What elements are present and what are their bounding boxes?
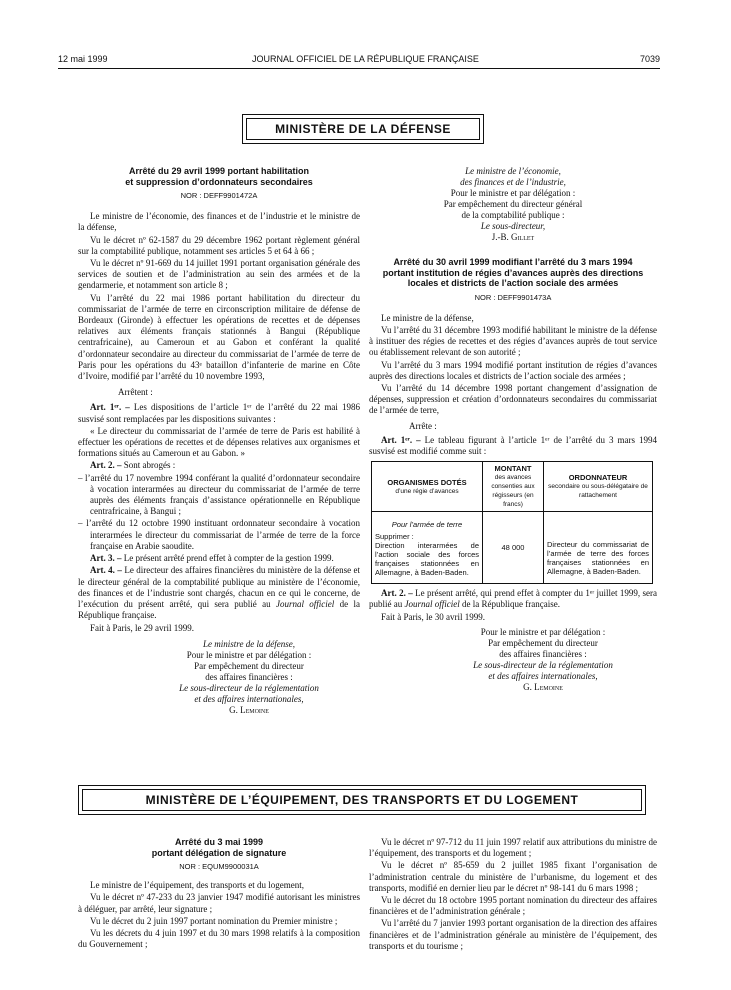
arrete-3-column-left [78, 837, 360, 951]
art-1-label: Art. 1ᵉʳ. – [381, 434, 421, 445]
art-1-text: Les dispositions de l’article 1ᵉʳ de l’arrêté du 22 mai 1986 susvisé sont remplacées par les dispositions suivantes : [78, 402, 360, 424]
sig1-name: G. Lemoine [229, 704, 269, 715]
arrete-3-vu-4: Vu le décret nº 97-712 du 11 juin 1997 relatif aux attributions du ministre de l’équipement, des transports et du logement ; [369, 837, 657, 859]
ministry-heading-label: MINISTÈRE DE LA DÉFENSE [246, 118, 480, 140]
arrete-1-nor: NOR : DEFF9901472A [180, 191, 258, 200]
arrete-2-column [369, 166, 657, 693]
art-2-label: Art. 2. – [381, 588, 413, 599]
arrete-2-nor: NOR : DEFF9901473A [474, 292, 552, 302]
arrete-2-arrete: Arrête : [409, 420, 437, 431]
cell-ordonnateur: Directeur du commissariat de l’armée de terre des forces françaises stationnées en Allemagne, à Baden-Baden. [544, 512, 653, 584]
art-2-text-end: de la République française. [459, 599, 560, 610]
sig3-line-3: des affaires financières : [499, 648, 587, 659]
sig1-line-3: Par empêchement du directeur [194, 660, 304, 671]
table-header-row [372, 462, 653, 512]
col-header-ordonnateur-sub: secondaire ou sous-délégataire de rattachement [548, 483, 648, 500]
art-4-journal: Journal officiel [275, 598, 335, 609]
arrete-2-vu-1: Vu l’arrêté du 31 décembre 1993 modifié habilitant le ministre de la défense à instituer des régies de recettes et des régies d’avances auprès de tout service ou établissement relevant de son autorité ; [369, 324, 657, 358]
arrete-1-preamble: Le ministre de l’économie, des finances et de l’industrie et le ministre de la défense, [78, 211, 360, 233]
header-rule [58, 68, 660, 69]
arrete-1-signature-block [138, 639, 360, 716]
arrete-2-vu-3: Vu l’arrêté du 14 décembre 1998 portant changement d’assignation de dépenses, suppression et création d’ordonnateurs secondaires du commissariat de l’armée de terre, [369, 382, 657, 416]
sig2-line-3: Pour le ministre et par délégation : [450, 188, 576, 198]
art-2-journal: Journal officiel [404, 599, 460, 610]
arrete-1-art-2-item-1: – l’arrêté du 17 novembre 1994 conférant la qualité d’ordonnateur secondaire à vocation interarmées au directeur du commissariat de l’armée de terre auprès des éléments français d’assistance opérationnelle en République centrafricaine, à Bangui ; [78, 472, 360, 517]
sig1-line-1: Le ministre de la défense, [203, 638, 295, 649]
arrete-1-art-1-quote: « Le directeur du commissariat de l’armée de terre de Paris est habilité à effectuer les opérations de recettes et de dépenses relatives aux organismes et formations situés au Cameroun et au Gabon. » [78, 425, 360, 459]
arrete-3-vu-5: Vu le décret nº 85-659 du 2 juillet 1985 fixant l’organisation de l’administration centrale du ministère de l’urbanisme, du logement et des transports, modifié en dernier lieu par le décret nº 98-141 du 6 mars 1998 ; [369, 860, 657, 893]
sig1-line-4: des affaires financières : [205, 671, 293, 682]
col-header-montant-sub: des avances consenties aux régisseurs (en francs) [491, 474, 535, 509]
art-4-text: Le directeur des affaires financières du ministère de la défense et le directeur général de la comptabilité publique au ministère de l’économie, des finances et de l’industrie sont chargés, chacun en ce qui le concerne, de l’exécution du présent arrêté, qui sera publié au [78, 565, 361, 609]
arrete-1-art-3 [78, 553, 360, 564]
arrete-2-fait: Fait à Paris, le 30 avril 1999. [381, 611, 485, 622]
sig3-line-1: Pour le ministre et par délégation : [480, 626, 606, 637]
arrete-1-arretent: Arrêtent : [118, 387, 153, 398]
cell-organisme-sub: Supprimer : [375, 532, 414, 542]
art-2-text: Sont abrogés : [123, 460, 176, 471]
cell-organisme [372, 512, 483, 584]
arrete-1-vu-2: Vu le décret nº 91-669 du 14 juillet 1991 portant organisation générale des services de soutien et de l’administration au sein des armées et de la gendarmerie, et notamment son article 8 ; [78, 258, 360, 291]
arrete-2-title-line2: portant institution de régies d’avances auprès des directions locales et districts de l’action sociale des armées [382, 267, 644, 288]
arrete-2-title-line1: Arrêté du 30 avril 1999 modifiant l’arrêté du 3 mars 1994 [393, 257, 633, 267]
col-header-organismes [372, 462, 483, 512]
sig1-line-6: et des affaires internationales, [194, 693, 304, 704]
sig3-line-2: Par empêchement du directeur [488, 637, 598, 648]
arrete-3-vu-6: Vu le décret du 18 octobre 1995 portant nomination du directeur des affaires financières et de l’administration générale ; [369, 895, 657, 917]
sig1-line-5: Le sous-directeur de la réglementation [179, 682, 319, 693]
cell-montant: 48 000 [483, 512, 544, 584]
arrete-3-vu-3: Vu les décrets du 4 juin 1997 et du 30 mars 1998 relatifs à la composition du Gouvernement ; [78, 928, 360, 950]
sig2-name: J.-B. Gillet [491, 232, 535, 242]
arrete-1-vu-1: Vu le décret nº 62-1587 du 29 décembre 1962 portant règlement général sur la comptabilité publique, notamment ses articles 5 et 64 à 66 ; [78, 234, 360, 256]
journal-title: JOURNAL OFFICIEL DE LA RÉPUBLIQUE FRANÇAISE [252, 54, 479, 64]
art-3-label: Art. 3. – [90, 553, 122, 564]
cell-organisme-text: Direction interarmées de l’action sociale des forces françaises stationnées en Allemagne, à Baden-Baden. [375, 541, 479, 578]
art-1-text: Le tableau figurant à l’article 1ᵉʳ de l’arrêté du 3 mars 1994 susvisé est modifié comme suit : [369, 434, 657, 456]
arrete-1-title-line1: Arrêté du 29 avril 1999 portant habilitation [128, 166, 310, 176]
arrete-3-vu-2: Vu le décret du 2 juin 1997 portant nomination du Premier ministre ; [90, 915, 338, 926]
sig3-line-5: et des affaires internationales, [488, 670, 598, 681]
arrete-3-column-right [369, 837, 657, 953]
art-1-label: Art. 1ᵉʳ. – [90, 402, 130, 413]
sig2-line-4: Par empêchement du directeur général [443, 199, 583, 209]
regies-table [371, 461, 653, 584]
page-number: 7039 [639, 54, 660, 64]
art-3-text: Le présent arrêté prend effet à compter de la gestion 1999. [123, 553, 334, 564]
col-header-ordonnateur-title: ORDONNATEUR [568, 473, 628, 483]
col-header-montant [483, 462, 544, 512]
cell-organisme-title: Pour l’armée de terre [391, 520, 463, 530]
sig2-line-6: Le sous-directeur, [480, 221, 546, 231]
arrete-1-signature-block-2 [369, 166, 657, 243]
sig3-line-4: Le sous-directeur de la réglementation [473, 659, 613, 670]
arrete-1-title-line2: et suppression d’ordonnateurs secondaires [125, 176, 313, 187]
arrete-2-preamble: Le ministre de la défense, [381, 312, 474, 323]
arrete-2-art-2 [369, 588, 657, 610]
arrete-3-title-line1: Arrêté du 3 mai 1999 [174, 837, 264, 847]
sig2-line-5: de la comptabilité publique : [461, 210, 565, 220]
art-4-label: Art. 4. – [90, 565, 122, 576]
page-date: 12 mai 1999 [58, 54, 108, 64]
table-row [372, 512, 653, 584]
col-header-ordonnateur [544, 462, 653, 512]
arrete-2-signature-block [429, 627, 657, 693]
sig3-name: G. Lemoine [523, 681, 563, 692]
col-header-montant-title: MONTANT [494, 464, 532, 474]
col-header-organismes-title: ORGANISMES DOTÉS [387, 477, 467, 487]
arrete-3-vu-7: Vu l’arrêté du 7 janvier 1993 portant organisation de la direction des affaires financières et de l’administration générale au ministère de l’équipement, des transports et du tourisme ; [369, 918, 657, 951]
arrete-1-column [78, 166, 360, 716]
arrete-1-art-1 [78, 402, 360, 424]
sig2-line-1: Le ministre de l’économie, [465, 166, 561, 176]
ministry-heading-defense [242, 114, 484, 144]
arrete-2-art-1 [369, 435, 657, 457]
arrete-1-art-2-item-2: – l’arrêté du 12 octobre 1990 instituant ordonnateur secondaire à vocation interarmées le directeur du commissariat de l’armée de terre de la force française en Arabie saoudite. [78, 518, 360, 551]
col-header-organismes-sub: d’une régie d’avances [395, 487, 459, 495]
arrete-3-vu-1: Vu le décret nº 47-233 du 23 janvier 1947 modifié autorisant les ministres à déléguer, par arrêté, leur signature ; [78, 892, 360, 914]
arrete-3-title-line2: portant délégation de signature [151, 847, 287, 858]
arrete-3-preamble: Le ministre de l’équipement, des transports et du logement, [90, 880, 304, 891]
ministry-heading-label: MINISTÈRE DE L’ÉQUIPEMENT, DES TRANSPORTS ET DU LOGEMENT [82, 789, 642, 811]
arrete-1-art-4 [78, 565, 360, 621]
sig2-line-2: des finances et de l’industrie, [460, 177, 566, 187]
art-4-text-end: de la République française. [78, 598, 360, 621]
arrete-1-vu-3: Vu l’arrêté du 22 mai 1986 portant habilitation du directeur du commissariat de l’armée de terre en circonscription militaire de défense de Bordeaux (Gironde) à effectuer les opérations de recettes et de dépenses relatives aux éléments français stationnés à Bangui (République centrafricaine), au Cameroun et au Gabon et conférant la qualité d’ordonnateur secondaire au directeur du commissariat de l’armée de terre de Paris pour les opérations du 43ᵉ bataillon d’infanterie de marine en Côte d’Ivoire, modifié par l’arrêté du 10 novembre 1993, [78, 292, 360, 382]
sig1-line-2: Pour le ministre et par délégation : [186, 649, 312, 660]
arrete-3-nor: NOR : EQUM9900031A [179, 862, 259, 871]
art-2-text: Le présent arrêté, qui prend effet à compter du 1ᵉʳ juillet 1999, sera publié au [369, 588, 658, 610]
arrete-1-art-2 [78, 460, 360, 471]
ministry-heading-equipement [78, 785, 646, 815]
art-2-label: Art. 2. – [90, 460, 122, 471]
arrete-2-vu-2: Vu l’arrêté du 3 mars 1994 modifié portant institution de régies d’avances auprès des directions locales et districts de l’action sociale des armées ; [369, 359, 657, 381]
arrete-1-fait: Fait à Paris, le 29 avril 1999. [90, 623, 194, 634]
